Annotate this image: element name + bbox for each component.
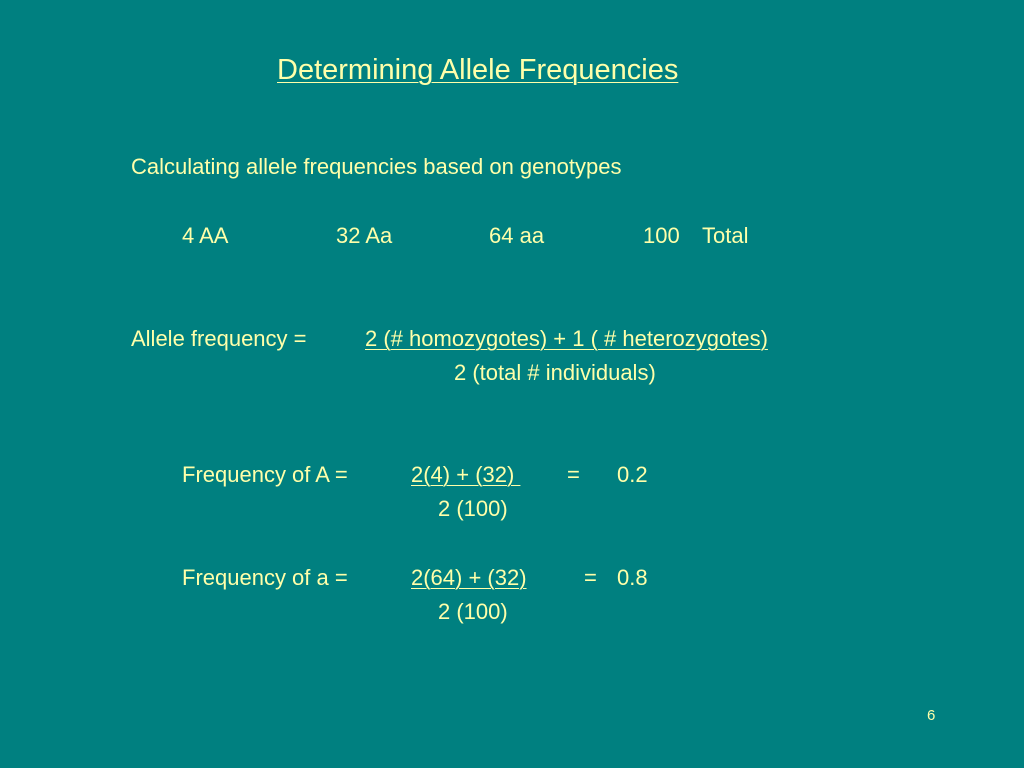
freq-A-denominator: 2 (100)	[438, 496, 508, 521]
page-number: 6	[927, 707, 936, 724]
freq-a-equals: =	[584, 565, 597, 590]
freq-a-denominator: 2 (100)	[438, 599, 508, 624]
freq-A-numerator: 2(4) + (32)	[411, 462, 521, 487]
genotype-aa: 64 aa	[489, 223, 545, 248]
formula-denominator: 2 (total # individuals)	[454, 360, 656, 385]
freq-A-result: 0.2	[617, 462, 648, 487]
genotype-Aa: 32 Aa	[336, 223, 393, 248]
freq-a-label: Frequency of a =	[182, 565, 348, 590]
genotype-total-label: Total	[702, 223, 749, 248]
freq-a-result: 0.8	[617, 565, 648, 590]
genotype-total-count: 100	[643, 223, 680, 248]
freq-A-label: Frequency of A =	[182, 462, 348, 487]
freq-A-equals: =	[567, 462, 580, 487]
subtitle: Calculating allele frequencies based on genotypes	[131, 154, 622, 179]
genotype-AA: 4 AA	[182, 223, 229, 248]
slide-title: Determining Allele Frequencies	[277, 54, 679, 86]
formula-prefix: Allele frequency =	[131, 326, 307, 351]
freq-a-numerator: 2(64) + (32)	[411, 565, 527, 590]
formula-numerator: 2 (# homozygotes) + 1 ( # heterozygotes)	[365, 326, 768, 351]
